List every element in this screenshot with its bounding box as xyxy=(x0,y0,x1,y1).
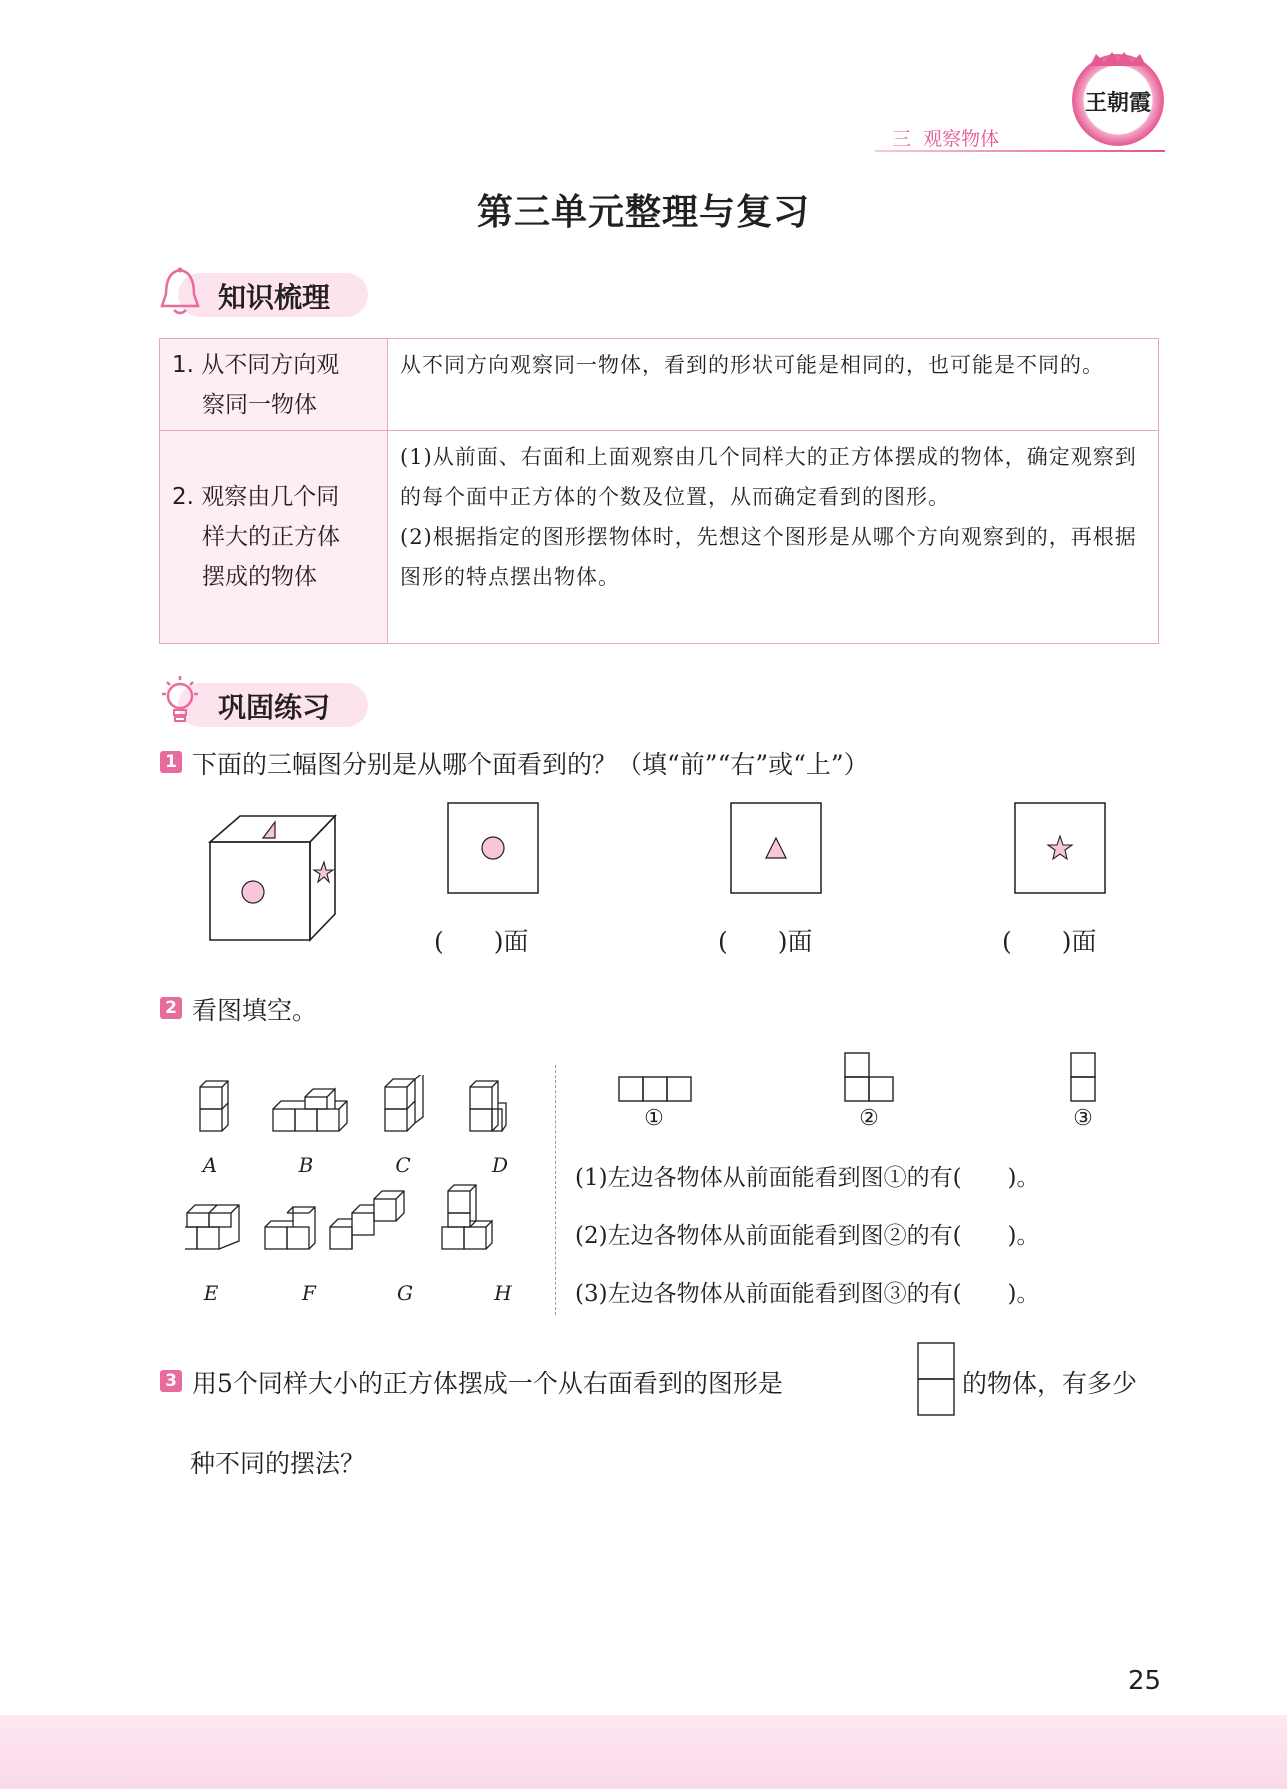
stack-a xyxy=(200,1081,228,1131)
view-one xyxy=(618,1076,692,1102)
crown-icon xyxy=(1090,52,1146,66)
topic-line: 察同一物体 xyxy=(202,391,317,418)
question-text: 用5个同样大小的正方体摆成一个从右面看到的图形是 xyxy=(192,1369,783,1398)
stack-label: B xyxy=(298,1153,314,1177)
table-row xyxy=(160,430,1158,643)
table-row xyxy=(160,339,1158,430)
stack-label: D xyxy=(491,1153,509,1177)
topic-line: 摆成的物体 xyxy=(202,564,317,590)
question-number: 3 xyxy=(160,1370,182,1392)
question-text: 的物体，有多少 xyxy=(962,1369,1138,1398)
view-label: ② xyxy=(859,1106,879,1131)
view-label: ③ xyxy=(1073,1106,1093,1131)
stack-label: G xyxy=(397,1281,413,1305)
content-cell xyxy=(388,431,1158,643)
stack-f xyxy=(265,1207,315,1249)
question-number: 2 xyxy=(160,997,182,1019)
bell-icon xyxy=(156,266,204,320)
view-star xyxy=(1014,802,1106,894)
section-heading-knowledge: 知识梳理 xyxy=(218,281,331,314)
stack-c xyxy=(385,1075,423,1131)
content-cell: 从不同方向观察同一物体，看到的形状可能是相同的，也可能是不同的。 xyxy=(400,353,1104,377)
topic-line: 观察由几个同 xyxy=(201,484,340,510)
content-paragraph: (2)根据指定的图形摆物体时，先想这个图形是从哪个方向观察到的，再根据图形的特点摆出物体。 xyxy=(400,525,1137,589)
cube-stacks xyxy=(185,1075,555,1305)
section-heading-practice: 巩固练习 xyxy=(218,691,331,724)
stack-label: E xyxy=(203,1281,219,1305)
right-view-shape xyxy=(917,1342,955,1416)
answer-blank[interactable]: ( )面 xyxy=(434,927,529,956)
view-label: ① xyxy=(644,1106,664,1131)
stack-h xyxy=(442,1185,492,1249)
logo-name: 王朝霞 xyxy=(1084,90,1151,116)
cube-figure xyxy=(205,812,345,946)
page-title: 第三单元整理与复习 xyxy=(476,192,810,233)
question-number: 1 xyxy=(160,751,182,773)
breadcrumb: 三 观察物体 xyxy=(892,128,1000,150)
topic-cell xyxy=(160,431,388,643)
topic-cell xyxy=(160,339,388,430)
question-text: 看图填空。 xyxy=(192,996,318,1025)
stack-label: A xyxy=(202,1153,218,1177)
breadcrumb-divider xyxy=(875,150,1165,152)
lightbulb-icon xyxy=(158,674,202,730)
page-number: 25 xyxy=(1128,1666,1162,1696)
view-two xyxy=(844,1052,894,1102)
topic-line: 样大的正方体 xyxy=(202,524,340,550)
divider xyxy=(555,1065,556,1315)
stack-b xyxy=(273,1089,347,1131)
stack-label: C xyxy=(395,1153,411,1177)
stack-g xyxy=(330,1191,404,1249)
answer-blank[interactable]: ( )面 xyxy=(718,927,813,956)
knowledge-table xyxy=(159,338,1159,644)
topic-number: 2. xyxy=(172,484,194,510)
view-circle xyxy=(447,802,539,894)
view-three xyxy=(1070,1052,1096,1102)
fill-question[interactable]: (2)左边各物体从前面能看到图②的有( )。 xyxy=(575,1223,1040,1249)
stack-label: F xyxy=(302,1281,316,1305)
stack-label: H xyxy=(494,1281,512,1305)
stack-d xyxy=(470,1081,506,1131)
fill-question[interactable]: (1)左边各物体从前面能看到图①的有( )。 xyxy=(575,1165,1040,1191)
view-triangle xyxy=(730,802,822,894)
stack-e xyxy=(185,1205,239,1249)
topic-number: 1. xyxy=(172,351,194,378)
question-text: 种不同的摆法？ xyxy=(190,1449,366,1478)
content-paragraph: (1)从前面、右面和上面观察由几个同样大的正方体摆成的物体，确定观察到的每个面中正方体的个数及位置，从而确定看到的图形。 xyxy=(400,445,1137,509)
fill-question[interactable]: (3)左边各物体从前面能看到图③的有( )。 xyxy=(575,1281,1040,1307)
question-text: 下面的三幅图分别是从哪个面看到的？（填“前”“右”或“上”） xyxy=(192,750,869,779)
footer-band xyxy=(0,1715,1287,1789)
topic-line: 从不同方向观 xyxy=(201,351,340,378)
answer-blank[interactable]: ( )面 xyxy=(1002,927,1097,956)
